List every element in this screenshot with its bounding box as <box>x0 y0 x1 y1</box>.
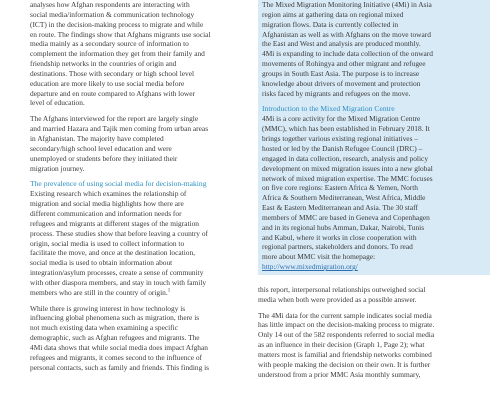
text-line: on five core regions: Eastern Africa & Yemen, North <box>262 183 418 193</box>
text-line: with people making the decision on their own. It is further <box>258 359 431 369</box>
text-line: destinations. Those with secondary or high school level <box>30 68 195 78</box>
text-line: region aims at gathering data on regional mixed <box>262 9 404 19</box>
right-column <box>254 0 482 380</box>
right-paragraph-2 <box>258 311 486 380</box>
text-line: Africa & Southern Mediterranean, West Africa, Middle <box>262 193 426 203</box>
text-line: personal contacts, such as family and friends. This finding is <box>30 362 210 372</box>
text-line: this report, interpersonal relationships outweighed social <box>258 284 426 294</box>
left-paragraph-3 <box>30 189 258 297</box>
text-line: migration flows. Data is currently collected in <box>262 19 399 29</box>
text-line: 4Mi is expanding to include data collection of the onward <box>262 49 433 59</box>
text-line: network of mixed migration expertise. The MMC focuses <box>262 173 433 183</box>
text-line: Afghanistan as well as with Afghans on the move toward <box>262 29 431 39</box>
text-line: origin, social media is used to collect information to <box>30 238 185 248</box>
text-line: members of MMC are based in Geneva and Copenhagen <box>262 212 430 222</box>
text-line: process. These studies show that before leaving a country of <box>30 228 209 238</box>
text-line: and married Hazara and Tajik men coming from urban areas <box>30 124 209 134</box>
text-line: unemployed or students before they initiated their <box>30 153 178 163</box>
text-line: hosted or led by the Danish Refugee Council (DRC) – <box>262 143 423 153</box>
text-line: knowledge about drivers of movement and protection <box>262 78 421 88</box>
text-line: members who are still in the country of origin. <box>30 287 168 297</box>
text-line: refugees and migrants at different stages of the migration <box>30 218 199 228</box>
text-line: development on mixed migration issues into a new global <box>262 163 433 173</box>
left-paragraph-1 <box>30 0 258 108</box>
text-line: integration/asylum processes, create a sense of community <box>30 268 204 278</box>
text-line: risks faced by migrants and refugees on the move. <box>262 88 411 98</box>
text-line: level of education. <box>30 98 85 108</box>
info-box <box>258 0 490 275</box>
text-line: social media is used to obtain information about <box>30 258 173 268</box>
text-line: The Afghans interviewed for the report are largely single <box>30 114 199 124</box>
right-paragraph-1 <box>258 285 486 305</box>
text-line: brings together various existing regional initiatives – <box>262 134 418 144</box>
text-line: (ICT) in the decision-making process to migrate and while <box>30 19 204 29</box>
text-line: migration journey. <box>30 163 85 173</box>
text-line: social media/information & communication technology <box>30 9 195 19</box>
text-line: secondary/high school level education and were <box>30 143 172 153</box>
text-line: media mainly as a secondary source of information to <box>30 39 189 49</box>
text-line: refugees and migrants, it comes second to the influence of <box>30 352 202 362</box>
text-line: complement the information they get from their family and <box>30 49 205 59</box>
text-line: with other diaspora members, and stay in touch with family <box>30 277 207 287</box>
left-paragraph-4 <box>30 304 258 373</box>
right-text-body <box>258 285 486 380</box>
text-line: and in its regional hubs Amman, Dakar, Nairobi, Tunis <box>262 222 425 232</box>
text-line: Existing research which examines the relationship of <box>30 189 187 199</box>
text-line: the East and West and analysis are produced monthly. <box>262 39 421 49</box>
text-line: analyses how Afghan respondents are interacting with <box>30 0 190 9</box>
box-paragraph-4mi <box>262 0 486 98</box>
box-heading-mmc: Introduction to the Mixed Migration Centre <box>262 104 395 114</box>
text-line: departure and en route compared to Afghans with lower <box>30 88 196 98</box>
text-line: en route. The findings show that Afghans migrants use social <box>30 29 211 39</box>
text-line: education are more likely to use social media before <box>30 78 185 88</box>
text-line: friendship networks in the countries of origin and <box>30 59 177 69</box>
text-line: in Afghanistan. The majority have completed <box>30 133 164 143</box>
text-line: different communication and information needs for <box>30 209 182 219</box>
text-line: facilitate the move, and once at the destination location, <box>30 248 195 258</box>
text-line: groups in South East Asia. The purpose is to increase <box>262 68 420 78</box>
mmc-homepage-link[interactable]: http://www.mixedmigration.org/ <box>262 262 358 272</box>
text-line: movements of Rohingya and other migrant and refugee <box>262 59 426 69</box>
box-paragraph-mmc <box>262 114 486 272</box>
text-line: and Kabul, where it works in close cooperation with <box>262 232 417 242</box>
text-line: regional partners, stakeholders and donors. To read <box>262 242 413 252</box>
text-line: not much existing data when examining a specific <box>30 323 178 333</box>
text-line: has little impact on the decision-making process to migrate. <box>258 320 435 330</box>
text-line: (MMC), which has been established in February 2018. It <box>262 124 430 134</box>
left-paragraph-2 <box>30 114 258 173</box>
text-line: 4Mi data shows that while social media does impact Afghan <box>30 343 208 352</box>
text-line: more about MMC visit the homepage: <box>262 252 376 262</box>
left-column <box>30 0 258 373</box>
text-line: media when both were provided as a possible answer. <box>258 294 417 304</box>
text-line: influencing global phenomena such as migration, there is <box>30 313 200 323</box>
text-line: While there is growing interest in how technology is <box>30 303 186 313</box>
text-line: The 4Mi data for the current sample indicates social media <box>258 310 432 320</box>
text-line: migration and social media highlights how there are <box>30 199 184 209</box>
text-line: Only 14 out of the 582 respondents referred to social media <box>258 330 435 340</box>
text-line: 4Mi is a core activity for the Mixed Migration Centre <box>262 114 421 124</box>
text-line: engaged in data collection, research, analysis and policy <box>262 153 429 163</box>
text-line: demographic, such as Afghan refugees and migrants. The <box>30 333 200 343</box>
text-line: as an influence in their decision (Graph 1, Page 2); what <box>258 340 425 350</box>
footnote-marker: 1 <box>167 288 171 294</box>
text-line: matters most is familial and friendship networks combined <box>258 350 432 359</box>
text-line: The Mixed Migration Monitoring Initiative (4Mi) in Asia <box>262 0 432 9</box>
text-line: understood from a prior MMC Asia monthly summary, <box>258 369 421 379</box>
section-heading-social-media: The prevalence of using social media for decision-making <box>30 179 207 189</box>
text-line: East & Eastern Mediterranean and Asia. The 30 staff <box>262 203 418 213</box>
